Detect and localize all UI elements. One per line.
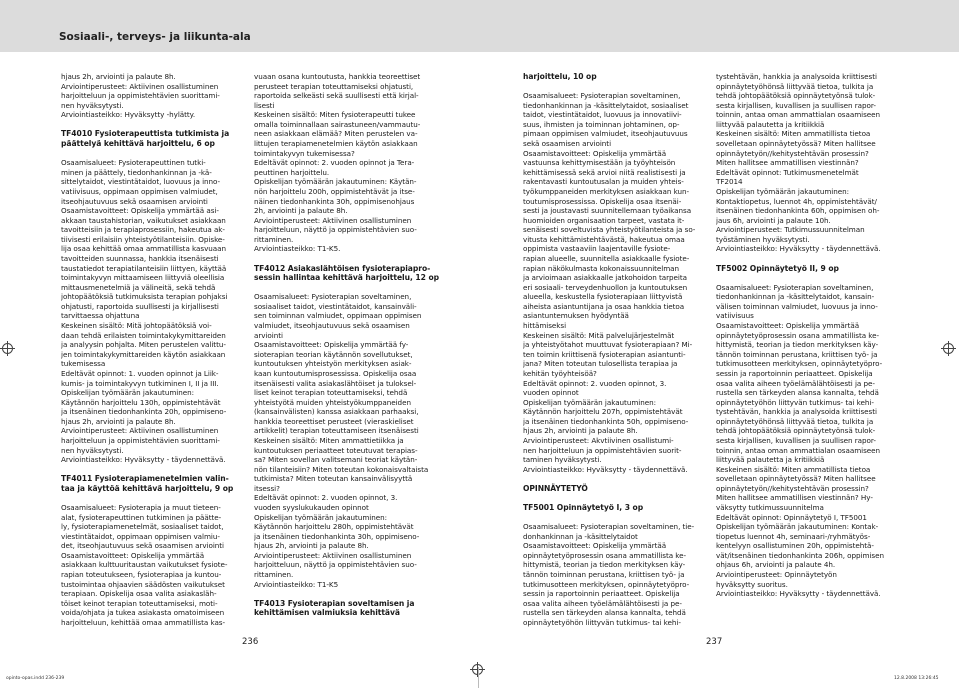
text-line: ja arvioimaan asiakkaalle jatkohoidon tarpeita	[523, 273, 687, 283]
text-line: nen hyväksytysti.	[61, 100, 124, 110]
text-line: liset keinot terapian toteuttamiseksi, tehdä	[254, 388, 408, 398]
course-heading: taa ja käyttöä kehittävä harjoittelu, 9 op	[61, 483, 234, 493]
course-heading: TF5002 Opinnäytetyö II, 9 op	[716, 263, 839, 273]
course-heading: TF4012 Asiakaslähtöisen fysioterapiapro-	[254, 263, 431, 273]
line-gap	[523, 513, 720, 523]
text-line: Käytännön harjoittelu 280h, oppimistehtävät	[254, 522, 414, 532]
text-column-2	[254, 72, 451, 618]
text-line: Osaamisalueet: Fysioterapian soveltaminen,	[523, 91, 681, 101]
text-line: lisesti	[254, 100, 275, 110]
text-column-1	[61, 72, 258, 628]
left-page-number: 236	[242, 637, 259, 647]
course-heading: sessin hallintaa kehittävä harjoittelu, 12 op	[254, 273, 439, 283]
text-line: kuntoutuksen periaatteet toteutuvat terapias-	[254, 445, 418, 455]
text-line: vitusta kehittämistehtävästä, hakeutua omaa	[523, 234, 685, 244]
text-line: vuoden opinnot	[523, 388, 579, 398]
text-line: itsenäinen tiedonhankinta 60h, oppimisen oh-	[716, 206, 880, 216]
text-line: ohjaus 6h, arviointi ja palaute 4h.	[716, 560, 836, 570]
line-gap	[523, 493, 720, 503]
text-line: tiedonhankinnan ja -käsittelytaidot, sosiaaliset	[523, 100, 689, 110]
text-line: Edeltävät opinnot: Opinnäytetyö I, TF5001	[716, 512, 867, 522]
text-line: hittymistä, teorian ja tiedon merkityksen käy-	[716, 340, 879, 350]
text-line: kuntoutuksen yhteistyön merkityksen asiak-	[254, 359, 412, 369]
text-line: akkaan taustahistorian, vaikutukset asiakkaan	[61, 215, 226, 225]
text-line: toutumisprosessissa. Opiskelija osaa itsenäi-	[523, 196, 682, 206]
text-line: donhankinnan ja -käsittelytaidot	[523, 531, 638, 541]
text-line: Arviointiperusteet: Tutkimussuunnitelman	[716, 225, 865, 235]
text-line: osaa valita aiheen työelämälähtöisesti ja pe-	[523, 598, 682, 608]
text-line: nön harjoittelu 200h, oppimistehtävät ja itse-	[254, 186, 415, 196]
fold-line	[478, 667, 479, 688]
text-line: asiakkaan kulttuuritaustan vaikutukset fysiote-	[61, 560, 228, 570]
text-line: rittaminen.	[254, 234, 294, 244]
text-line: arviointi	[254, 330, 283, 340]
text-line: rustella sen tärkeyden alansa kannalta, tehdä	[716, 388, 879, 398]
text-line: tutkimusotteen merkityksen, opinnäytetyöpro-	[523, 579, 690, 589]
text-line: Arviointiperusteet: Opinnäytetyön	[716, 570, 837, 580]
text-line: Osaamistavoitteet: Opiskelija ymmärtää fy-	[254, 340, 409, 350]
text-line: raportoida selkeästi sekä suullisesti että kirjal-	[254, 91, 419, 101]
text-line: rittaminen.	[254, 570, 294, 580]
text-line: oppimista vastaaviin laajentaville fysiote-	[523, 244, 671, 254]
text-line: Osaamisalueet: Fysioterapian soveltaminen,	[254, 292, 412, 302]
text-line: Opiskelijan työmäärän jakautuminen:	[61, 388, 194, 398]
text-line: sekä osaamisen arviointi	[523, 139, 612, 149]
text-line: kehitän työyhteisöä?	[523, 368, 597, 378]
text-line: harjoitteluun, näyttö ja oppimistehtävien suo-	[254, 560, 417, 570]
text-line: Keskeinen sisältö: Miten ammatillista tietoa	[716, 464, 871, 474]
text-line: eri sosiaali- terveydenhuollon ja kuntoutuksen	[523, 282, 688, 292]
text-line: vatiivisuus	[716, 311, 754, 321]
text-line: osaa valita aiheen työelämälähtöisesti ja pe-	[716, 378, 875, 388]
text-line: opinnäytetyöhön liittyvän tutkimus- tai kehi-	[523, 617, 681, 627]
text-line: kaan kuntoutumisprosessissa. Opiskelija osaa	[254, 368, 417, 378]
text-line: (kansainvälisten) kanssa asiakkaan parhaaksi,	[254, 407, 419, 417]
text-line: 2h, arviointi ja palaute 8h.	[254, 206, 348, 216]
text-line: rapian näkökulmasta kokonaissuunnitelman	[523, 263, 680, 273]
text-line: työstäminen hyväksytysti.	[716, 234, 810, 244]
date-label: 12.8.2008 13:26:45	[894, 676, 939, 681]
text-line: tavoitteiden suunnassa, hankkia itsenäisesti	[61, 253, 219, 263]
text-line: sesti ja joustavasti suunnitellemaan työaikansa	[523, 206, 692, 216]
text-line: sittelytaidot, viestintätaidot, luovuus ja inno-	[61, 177, 221, 187]
text-line: tustoimintaa ohjaavien säädösten vaikutukset	[61, 579, 225, 589]
text-line: Keskeinen sisältö: Mitä johtopäätöksiä voi-	[61, 321, 212, 331]
line-gap	[523, 474, 720, 484]
text-line: Edeltävät opinnot: 1. vuoden opinnot ja Liik-	[61, 368, 219, 378]
text-line: Käytännön harjoittelu 130h, oppimistehtävät	[61, 397, 221, 407]
text-line: opinnäytetyöhönsä liittyvää tietoa, tulkita ja	[716, 416, 874, 426]
text-line: tavoitteisiin ja terapiaprosessiin, hakeutua ak-	[61, 225, 225, 235]
text-line: Edeltävät opinnot: 2. vuoden opinnot, 3.	[254, 493, 398, 503]
text-line: Osaamisalueet: Fysioterapian soveltaminen, tie-	[523, 522, 695, 532]
text-line: rakentavasti kuntoutusalan ja muiden yhteis-	[523, 177, 684, 187]
file-label: opinto-opas.indd 236-239	[6, 676, 65, 681]
text-line: hittämiseksi	[523, 321, 567, 331]
text-line: nen harjoitteluun ja oppimistehtävien suorit-	[523, 445, 682, 455]
text-line: voida/ohjata ja tukea asiakasta omatoimiseen	[61, 608, 225, 618]
text-line: toinnin, antaa oman ammattialan osaamiseen	[716, 110, 881, 120]
text-line: Osaamistavoitteet: Opiskelija ymmärtää	[716, 321, 860, 331]
text-line: itsessi?	[254, 483, 280, 493]
text-line: TF2014	[716, 177, 743, 187]
text-line: tiivisesti erilaisiin yhteistyötilanteisiin. Opiske-	[61, 234, 225, 244]
text-line: opinnäytetyöhönsä liittyvää tietoa, tulkita ja	[716, 81, 874, 91]
text-line: Opiskelijan työmäärän jakautuminen: Käytän-	[254, 177, 417, 187]
text-line: Osaamisalueet: Fysioterapia ja muut tieteen-	[61, 503, 221, 513]
text-line: ja itsenäinen tiedonhankinta 30h, oppimiseno-	[254, 531, 420, 541]
text-line: Opiskelijan työmäärän jakautuminen:	[523, 397, 656, 407]
line-gap	[61, 493, 258, 503]
text-line: Kontaktiopetus, luennot 4h, oppimistehtävät/	[716, 196, 877, 206]
text-line: Opiskelijan työmäärän jakautuminen: Kontak-	[716, 522, 879, 532]
text-line: tehdä johtopäätöksiä opinnäytetyönsä tulok-	[716, 91, 876, 101]
text-line: opinnäytetyön//kehitystehtävän prosessin?	[716, 148, 869, 158]
text-line: tännön toiminnan perustana, kriittisen työ- ja	[523, 570, 685, 580]
text-line: itseohjautuvuus sekä osaamisen arviointi	[61, 196, 208, 206]
text-line: näinen tiedonhankinta 30h, oppimisenohjaus	[254, 196, 415, 206]
text-line: sosiaaliset taidot, viestintätaidot, kansainväli-	[254, 301, 417, 311]
line-gap	[716, 273, 913, 283]
text-line: mittausmenetelmiä ja välineitä, sekä tehdä	[61, 282, 216, 292]
text-line: ohjatusti, raportoida suullisesti ja kirjallisesti	[61, 301, 219, 311]
text-line: tarvittaessa ohjattuna	[61, 311, 140, 321]
text-line: suus, ihmisten ja toiminnan johtaminen, op-	[523, 119, 680, 129]
header-band	[0, 0, 959, 52]
text-line: hjaus 2h, arviointi ja palaute 8h.	[254, 541, 369, 551]
text-line: vatiivisuus, oppimaan oppimisen valmiudet,	[61, 186, 218, 196]
text-line: jana? Miten toteutan tulosellista terapiaa ja	[523, 359, 678, 369]
text-line: hankkia teoreettiset perusteet (vieraskieliset	[254, 416, 414, 426]
text-line: sen toiminnan valmiudet, oppimaan oppimisen	[254, 311, 422, 321]
text-line: sovelletaan opinnäytetyössä? Miten hallitsee	[716, 139, 876, 149]
text-line: perusteet terapian toteuttamiseksi ohjatusti,	[254, 81, 414, 91]
text-line: littujen terapiamenetelmien käytön asiakkaan	[254, 139, 418, 149]
text-line: tutkimusotteen merkityksen, opinnäytetyöpro-	[716, 359, 883, 369]
text-column-4	[716, 72, 913, 599]
text-line: vuoden syyslukukauden opinnot	[254, 503, 369, 513]
text-line: Miten hallitsee ammatillisen viestinnän? Hy-	[716, 493, 873, 503]
text-line: ly, fysioterapiamenetelmät, sosiaaliset taidot,	[61, 522, 224, 532]
line-gap	[523, 82, 720, 92]
text-line: opinnäytetyöprosessin osana ammatillista ke-	[523, 550, 687, 560]
text-line: jaus 6h, arviointi ja palaute 10h.	[716, 215, 831, 225]
text-line: taminen hyväksytysti.	[523, 455, 602, 465]
text-line: ja yhteistyötahot muuttuvat fysioterapiaan? Mi-	[523, 340, 693, 350]
text-line: hjaus 2h, arviointi ja palaute 8h.	[61, 72, 176, 81]
text-line: asiantuntemuksen hyödyntää	[523, 311, 629, 321]
text-line: rustella sen tärkeyden alansa kannalta, tehdä	[523, 608, 686, 618]
text-line: opinnäytetyöhön liittyvän tutkimus- tai kehi-	[716, 397, 874, 407]
text-line: Arviointiperusteet: Aktiivinen osallistuminen	[61, 81, 219, 91]
text-line: pimaan oppimisen valmiudet, itseohjautuvuus	[523, 129, 688, 139]
text-line: alat, fysioterapeuttinen tutkiminen ja päätte-	[61, 512, 222, 522]
section-title: Sosiaali-, terveys- ja liikunta-ala	[59, 31, 251, 43]
text-line: sa? Miten sovellan valitsemani teoriat käytän-	[254, 455, 418, 465]
text-line: opinnäytetyöprosessin osana ammatillista ke-	[716, 330, 880, 340]
text-line: Osaamisalueet: Fysioterapian soveltaminen,	[716, 282, 874, 292]
text-line: vuaan osana kuntoutusta, hankkia teoreettiset	[254, 72, 421, 81]
course-heading: OPINNÄYTETYÖ	[523, 483, 588, 493]
text-line: Keskeinen sisältö: Miten ammattietiikka ja	[254, 435, 404, 445]
text-line: Arviointiasteikko: Hyväksytty -hylätty.	[61, 110, 196, 120]
text-line: tukemisessa	[61, 359, 106, 369]
text-line: peuttinen harjoittelu.	[254, 167, 330, 177]
text-line: Edeltävät opinnot: Tutkimusmenetelmät	[716, 167, 859, 177]
course-heading: TF4013 Fysioterapian soveltamisen ja	[254, 598, 415, 608]
text-line: neen asiakkaan elämää? Miten perustelen va-	[254, 129, 418, 139]
text-line: kehittämisessä sekä arvioi niitä realistisesti ja	[523, 167, 686, 177]
text-line: Arviointiperusteet: Aktiivinen osallistuminen	[254, 550, 412, 560]
text-line: Keskeinen sisältö: Miten fysioterapeutti tukee	[254, 110, 416, 120]
text-line: ja itsenäinen tiedonhankinta 50h, oppimiseno-	[523, 416, 689, 426]
text-line: Osaamistavoitteet: Opiskelija ymmärtää	[523, 541, 667, 551]
text-line: harjoitteluun ja oppimistehtävien suorittami-	[61, 91, 220, 101]
line-gap	[61, 149, 258, 159]
text-line: toimintakyvyn tukemisessa?	[254, 148, 355, 158]
text-line: det, itseohjautuvuus sekä osaamisen arviointi	[61, 541, 225, 551]
text-line: itsenäisesti valita asiakaslähtöiset ja tuloksel-	[254, 378, 417, 388]
text-line: lija osaa kehittää omaa ammatillista kasvuaan	[61, 244, 226, 254]
text-line: välisen toiminnan valmiudet, luovuus ja inno-	[716, 301, 878, 311]
text-line: sioterapian teorian käytännön sovellutukset,	[254, 349, 413, 359]
course-heading: TF5001 Opinnäytetyö I, 3 op	[523, 503, 644, 513]
text-line: vastuunsa kehittymisestään ja työyhteisön	[523, 158, 676, 168]
line-gap	[254, 254, 451, 264]
course-heading: TF4011 Fysioterapiamenetelmien valin-	[61, 474, 229, 484]
text-line: jen toimintakykymittareiden käytön asiakkaan	[61, 349, 226, 359]
text-line: Arviointiasteikko: Hyväksytty - täydennettävä.	[716, 589, 881, 599]
text-line: rapian alueelle, suunnitella asiakkaalle fysiote-	[523, 253, 690, 263]
text-line: sessin ja raportoinnin periaatteet. Opiskelija	[523, 589, 680, 599]
right-page-number: 237	[706, 637, 723, 647]
text-line: tiedonhankinnan ja -käsittelytaidot, kansain-	[716, 292, 875, 302]
text-line: Opiskelijan työmäärän jakautuminen:	[716, 186, 849, 196]
text-line: Arviointiperusteet: Aktiivinen osallistuminen	[61, 426, 219, 436]
text-line: sovelletaan opinnäytetyössä? Miten hallitsee	[716, 474, 876, 484]
text-line: omalla toiminnallaan sairastuneen/vammautu-	[254, 119, 421, 129]
text-line: tännön toiminnan perustana, kriittisen työ- ja	[716, 349, 878, 359]
text-line: Arviointiperusteet: Aktiivinen osallistuminen	[254, 215, 412, 225]
text-line: harjoitteluun ja oppimistehtävien suorittami-	[61, 435, 220, 445]
text-line: Osaamistavoitteet: Opiskelija ymmärtää asi-	[61, 206, 219, 216]
text-line: alueella, keskustella fysioterapiaan liittyvistä	[523, 292, 683, 302]
crop-mark-icon	[943, 343, 954, 354]
text-line: Opiskelijan työmäärän jakautuminen:	[254, 512, 387, 522]
line-gap	[254, 283, 451, 293]
text-line: Edeltävät opinnot: 2. vuoden opinnot ja Tera-	[254, 158, 415, 168]
text-line: toinnin, antaa oman ammattialan osaamiseen	[716, 445, 881, 455]
text-line: minen ja päättely, tiedonhankinnan ja -kä-	[61, 167, 212, 177]
text-line: kentelyyn osallistuminen 20h, oppimistehtä-	[716, 541, 874, 551]
text-line: Arviointiasteikko: T1-K5.	[254, 244, 341, 254]
text-line: harjoitteluun, kehittää omaa ammatillista kas-	[61, 617, 226, 627]
text-line: hjaus 2h, arviointi ja palaute 8h.	[61, 416, 176, 426]
text-line: hyväksytty suoritus.	[716, 579, 788, 589]
line-gap	[716, 254, 913, 264]
text-line: tystehtävän, hankkia ja analysoida kriittisesti	[716, 407, 877, 417]
text-line: nön tilanteisiin? Miten toteutan kokonaisvaltaista	[254, 464, 429, 474]
text-line: ja analyysin pohjalta. Miten perustelen valittu-	[61, 340, 226, 350]
line-gap	[61, 120, 258, 130]
text-line: työkumppaneiden merkityksen asiakkaan kun-	[523, 186, 690, 196]
text-line: taidot, viestintätaidot, luovuus ja innovatiivi-	[523, 110, 682, 120]
text-line: sesta kirjallisen, kuvallisen ja suullisen rapor-	[716, 435, 876, 445]
text-column-3	[523, 72, 720, 628]
text-line: toimintakyvyn mittaamiseen liittyviä oleellisia	[61, 273, 225, 283]
text-line: tutkimista? Miten toteutan kansainvälisyyttä	[254, 474, 413, 484]
text-line: töiset keinot terapian toteuttamiseksi, moti-	[61, 598, 218, 608]
line-gap	[61, 465, 258, 475]
text-line: sessin ja raportoinnin periaatteet. Opiskelija	[716, 368, 873, 378]
text-line: Osaamistavoitteet: Opiskelija ymmärtää	[523, 148, 667, 158]
text-line: viestintätaidot, oppimaan oppimisen valmiu-	[61, 531, 220, 541]
text-line: Osaamistavoitteet: Opiskelija ymmärtää	[61, 550, 205, 560]
crop-mark-icon	[2, 343, 13, 354]
text-line: huomioiden organisaation tarpeet, vastata it-	[523, 215, 685, 225]
text-line: kumis- ja toimintakyvyn tutkiminen I, II ja III.	[61, 378, 219, 388]
text-line: opinnäytetyön//kehitystehtävän prosessin?	[716, 483, 869, 493]
course-heading: päättelyä kehittävä harjoittelu, 6 op	[61, 139, 215, 149]
text-line: ja itsenäinen tiedonhankinta 20h, oppimiseno-	[61, 407, 227, 417]
line-gap	[254, 589, 451, 599]
text-line: yhteistyötä muiden yhteistyökumppaneiden	[254, 397, 411, 407]
text-line: Keskeinen sisältö: Mitä palvelujärjestelmät	[523, 330, 675, 340]
text-line: taustatiedot terapiatilanteisiin liittyen, käyttää	[61, 263, 227, 273]
text-line: Arviointiasteikko: Hyväksytty - täydennettävä.	[61, 455, 226, 465]
text-line: ten toimin kriittisenä fysioterapian asiantunti-	[523, 349, 686, 359]
text-line: tehdä johtopäätöksiä opinnäytetyönsä tulok-	[716, 426, 876, 436]
text-line: artikkelit) terapian toteuttamiseen itsenäisesti	[254, 426, 419, 436]
text-line: terapiaan. Opiskelija osaa valita asiakasläh-	[61, 589, 217, 599]
text-line: hittymistä, teorian ja tiedon merkityksen käy-	[523, 560, 686, 570]
text-line: sesta kirjallisen, kuvallisen ja suullisen rapor-	[716, 100, 876, 110]
text-line: Arviointiasteikko: Hyväksytty - täydennettävä.	[716, 244, 881, 254]
text-line: liittyvää palautetta ja kritiikkiä	[716, 119, 825, 129]
course-heading: kehittämisen valmiuksia kehittävä	[254, 608, 400, 618]
text-line: Keskeinen sisältö: Miten ammatillista tietoa	[716, 129, 871, 139]
text-line: Miten hallitsee ammatillisen viestinnän?	[716, 158, 859, 168]
text-line: tiopetus luennot 4h, seminaari-/ryhmätyös-	[716, 531, 871, 541]
text-line: johtopäätöksiä tutkimuksista terapian pohjaksi	[61, 292, 228, 302]
text-line: tystehtävän, hankkia ja analysoida kriittisesti	[716, 72, 877, 81]
text-line: Osaamisalueet: Fysioterapeuttinen tutki-	[61, 158, 206, 168]
course-heading: harjoittelu, 10 op	[523, 72, 597, 81]
text-line: Edeltävät opinnot: 2. vuoden opinnot, 3.	[523, 378, 667, 388]
text-line: liittyvää palautetta ja kritiikkiä	[716, 455, 825, 465]
text-line: daan tehdä erilaisten toimintakykymittareiden	[61, 330, 226, 340]
text-line: rapian toteutukseen, fysioterapiaa ja kuntou-	[61, 570, 222, 580]
text-line: Arviointiasteikko: T1-K5	[254, 579, 339, 589]
text-line: valmiudet, itseohjautuvuus sekä osaamisen	[254, 321, 410, 331]
text-line: nen hyväksytysti.	[61, 445, 124, 455]
course-heading: TF4010 Fysioterapeuttista tutkimista ja	[61, 129, 230, 139]
text-line: vät/itsenäinen tiedonhankinta 206h, oppimisen	[716, 550, 884, 560]
text-line: Arviointiperusteet: Akvtiivinen osallistumi-	[523, 435, 674, 445]
text-line: hjaus 2h, arviointi ja palaute 8h.	[523, 426, 638, 436]
text-line: harjoitteluun, näyttö ja oppimistehtävien suo-	[254, 225, 417, 235]
text-line: Arviointiasteikko: Hyväksytty - täydennettävä.	[523, 464, 688, 474]
text-line: senäisesti soveltuvista yhteistyötilanteista ja so-	[523, 225, 696, 235]
text-line: väksytty tutkimussuunnitelma	[716, 503, 824, 513]
text-line: Käytännön harjoittelu 207h, oppimistehtävät	[523, 407, 683, 417]
text-line: aiheista asiantuntijana ja osaa hankkia tietoa	[523, 301, 685, 311]
